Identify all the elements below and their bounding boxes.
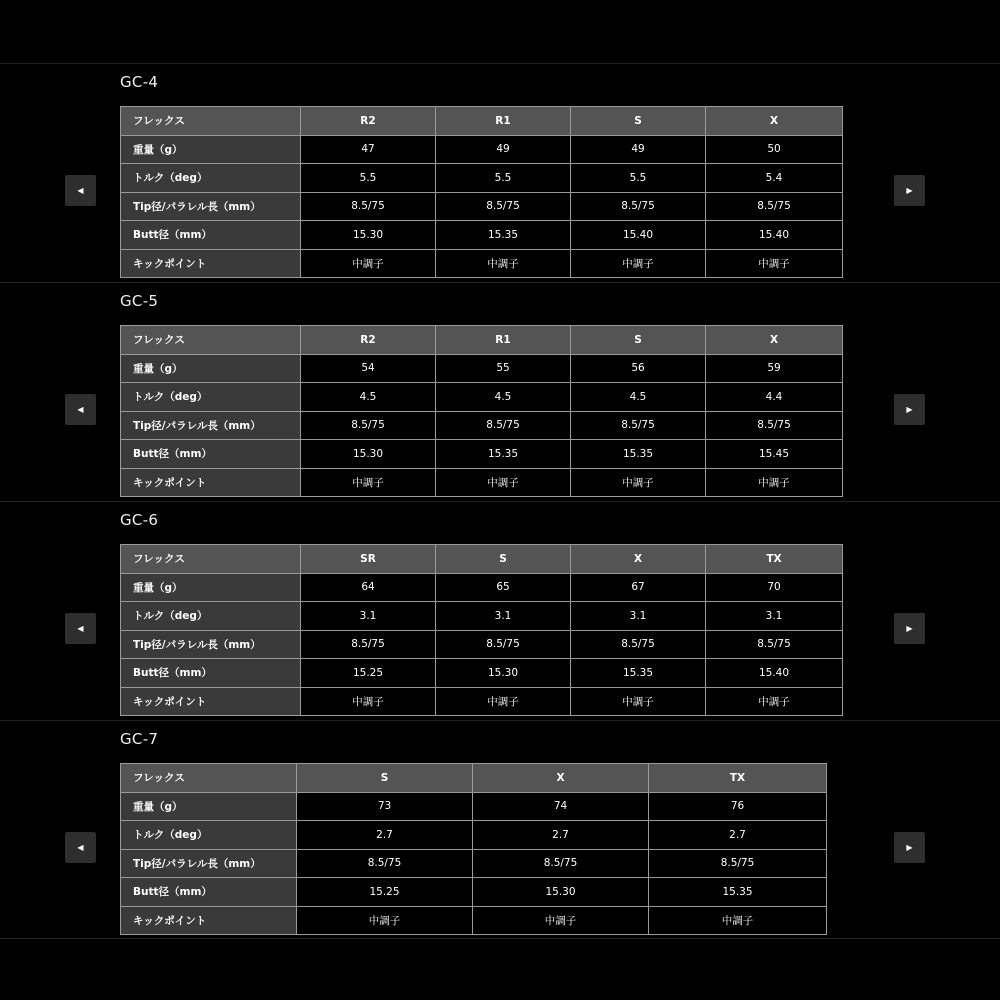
row-label: フレックス — [121, 764, 297, 793]
table-cell: 中調子 — [706, 468, 843, 497]
table-cell: 中調子 — [571, 249, 706, 278]
row-label: トルク（deg） — [121, 821, 297, 850]
table-cell: 59 — [706, 354, 843, 383]
table-cell: 15.30 — [436, 659, 571, 688]
table-cell: 中調子 — [706, 249, 843, 278]
prev-arrow-button[interactable] — [65, 175, 96, 206]
table-cell: 中調子 — [571, 687, 706, 716]
table-row — [121, 383, 843, 412]
table-cell: 8.5/75 — [571, 411, 706, 440]
table-cell: 15.25 — [301, 659, 436, 688]
table-cell: 中調子 — [436, 249, 571, 278]
table-cell: 5.4 — [706, 164, 843, 193]
row-label: フレックス — [121, 545, 301, 574]
table-cell: 8.5/75 — [706, 411, 843, 440]
table-cell: 15.40 — [706, 659, 843, 688]
table-cell: 8.5/75 — [649, 849, 827, 878]
chevron-left-icon: ◀ — [77, 405, 84, 414]
table-row — [121, 468, 843, 497]
spec-section-gc6 — [0, 501, 1000, 720]
table-row — [121, 878, 827, 907]
row-label: キックポイント — [121, 687, 301, 716]
row-label: トルク（deg） — [121, 164, 301, 193]
table-cell: 8.5/75 — [571, 192, 706, 221]
row-label: フレックス — [121, 326, 301, 355]
table-row — [121, 192, 843, 221]
chevron-left-icon: ◀ — [77, 624, 84, 633]
table-cell: 中調子 — [706, 687, 843, 716]
table-cell: 2.7 — [473, 821, 649, 850]
spec-table — [120, 544, 843, 716]
table-cell: 8.5/75 — [301, 630, 436, 659]
row-label: キックポイント — [121, 906, 297, 935]
table-cell: 67 — [571, 573, 706, 602]
table-cell: 50 — [706, 135, 843, 164]
flex-cell: TX — [649, 764, 827, 793]
next-arrow-button[interactable] — [894, 175, 925, 206]
table-header-row — [121, 326, 843, 355]
table-cell: 4.5 — [436, 383, 571, 412]
table-header-row — [121, 545, 843, 574]
table-row — [121, 602, 843, 631]
flex-cell: X — [473, 764, 649, 793]
table-cell: 8.5/75 — [706, 630, 843, 659]
section-title: GC-4 — [120, 73, 159, 91]
table-cell: 中調子 — [301, 687, 436, 716]
table-cell: 5.5 — [436, 164, 571, 193]
table-cell: 15.35 — [436, 221, 571, 250]
flex-cell: R1 — [436, 107, 571, 136]
table-header-row — [121, 107, 843, 136]
section-title: GC-7 — [120, 730, 159, 748]
table-cell: 中調子 — [649, 906, 827, 935]
table-cell: 3.1 — [301, 602, 436, 631]
row-label: Butt径（mm） — [121, 659, 301, 688]
table-cell: 49 — [436, 135, 571, 164]
table-cell: 15.30 — [301, 221, 436, 250]
next-arrow-button[interactable] — [894, 613, 925, 644]
table-cell: 中調子 — [301, 249, 436, 278]
row-label: Tip径/パラレル長（mm） — [121, 411, 301, 440]
table-row — [121, 354, 843, 383]
row-label: Tip径/パラレル長（mm） — [121, 630, 301, 659]
table-cell: 15.35 — [571, 659, 706, 688]
table-cell: 15.35 — [436, 440, 571, 469]
table-row — [121, 249, 843, 278]
row-label: 重量（g） — [121, 573, 301, 602]
table-cell: 4.5 — [571, 383, 706, 412]
row-label: 重量（g） — [121, 792, 297, 821]
flex-cell: S — [436, 545, 571, 574]
table-cell: 8.5/75 — [301, 192, 436, 221]
table-cell: 15.35 — [649, 878, 827, 907]
row-label: トルク（deg） — [121, 602, 301, 631]
table-cell: 70 — [706, 573, 843, 602]
section-title: GC-6 — [120, 511, 159, 529]
table-cell: 47 — [301, 135, 436, 164]
chevron-left-icon: ◀ — [77, 186, 84, 195]
table-cell: 8.5/75 — [297, 849, 473, 878]
table-cell: 65 — [436, 573, 571, 602]
table-header-row — [121, 764, 827, 793]
table-cell: 73 — [297, 792, 473, 821]
table-cell: 15.35 — [571, 440, 706, 469]
table-cell: 54 — [301, 354, 436, 383]
row-label: Butt径（mm） — [121, 878, 297, 907]
table-cell: 中調子 — [436, 687, 571, 716]
spec-section-gc4 — [0, 63, 1000, 282]
flex-cell: X — [571, 545, 706, 574]
table-row — [121, 440, 843, 469]
row-label: 重量（g） — [121, 135, 301, 164]
table-cell: 49 — [571, 135, 706, 164]
table-row — [121, 821, 827, 850]
flex-cell: X — [706, 326, 843, 355]
table-cell: 中調子 — [473, 906, 649, 935]
table-row — [121, 630, 843, 659]
flex-cell: R2 — [301, 326, 436, 355]
table-row — [121, 659, 843, 688]
table-cell: 8.5/75 — [473, 849, 649, 878]
table-row — [121, 849, 827, 878]
flex-cell: S — [297, 764, 473, 793]
table-cell: 15.25 — [297, 878, 473, 907]
table-row — [121, 906, 827, 935]
table-cell: 55 — [436, 354, 571, 383]
table-row — [121, 135, 843, 164]
table-cell: 15.40 — [706, 221, 843, 250]
chevron-right-icon: ▶ — [906, 624, 913, 633]
chevron-right-icon: ▶ — [906, 843, 913, 852]
table-cell: 56 — [571, 354, 706, 383]
table-cell: 中調子 — [571, 468, 706, 497]
chevron-right-icon: ▶ — [906, 186, 913, 195]
flex-cell: SR — [301, 545, 436, 574]
prev-arrow-button[interactable] — [65, 613, 96, 644]
chevron-left-icon: ◀ — [77, 843, 84, 852]
table-cell: 8.5/75 — [436, 411, 571, 440]
table-cell: 15.40 — [571, 221, 706, 250]
flex-cell: TX — [706, 545, 843, 574]
flex-cell: S — [571, 326, 706, 355]
row-label: フレックス — [121, 107, 301, 136]
table-row — [121, 687, 843, 716]
row-label: キックポイント — [121, 249, 301, 278]
spec-table — [120, 325, 843, 497]
table-cell: 15.30 — [473, 878, 649, 907]
row-label: Butt径（mm） — [121, 221, 301, 250]
flex-cell: S — [571, 107, 706, 136]
table-cell: 中調子 — [301, 468, 436, 497]
table-cell: 5.5 — [301, 164, 436, 193]
table-cell: 8.5/75 — [301, 411, 436, 440]
table-cell: 2.7 — [297, 821, 473, 850]
flex-cell: R2 — [301, 107, 436, 136]
prev-arrow-button[interactable] — [65, 394, 96, 425]
table-cell: 8.5/75 — [571, 630, 706, 659]
row-label: キックポイント — [121, 468, 301, 497]
table-cell: 15.45 — [706, 440, 843, 469]
table-cell: 8.5/75 — [436, 630, 571, 659]
table-row — [121, 164, 843, 193]
row-label: トルク（deg） — [121, 383, 301, 412]
row-label: Tip径/パラレル長（mm） — [121, 849, 297, 878]
table-cell: 4.4 — [706, 383, 843, 412]
table-cell: 中調子 — [436, 468, 571, 497]
table-cell: 15.30 — [301, 440, 436, 469]
table-cell: 2.7 — [649, 821, 827, 850]
table-cell: 3.1 — [706, 602, 843, 631]
row-label: Tip径/パラレル長（mm） — [121, 192, 301, 221]
flex-cell: R1 — [436, 326, 571, 355]
table-row — [121, 573, 843, 602]
table-cell: 3.1 — [571, 602, 706, 631]
next-arrow-button[interactable] — [894, 832, 925, 863]
spec-table — [120, 763, 827, 935]
table-row — [121, 792, 827, 821]
table-cell: 中調子 — [297, 906, 473, 935]
row-label: Butt径（mm） — [121, 440, 301, 469]
table-row — [121, 411, 843, 440]
table-cell: 4.5 — [301, 383, 436, 412]
flex-cell: X — [706, 107, 843, 136]
section-title: GC-5 — [120, 292, 159, 310]
table-cell: 5.5 — [571, 164, 706, 193]
table-cell: 8.5/75 — [706, 192, 843, 221]
spec-table — [120, 106, 843, 278]
table-cell: 64 — [301, 573, 436, 602]
spec-section-gc7 — [0, 720, 1000, 939]
chevron-right-icon: ▶ — [906, 405, 913, 414]
prev-arrow-button[interactable] — [65, 832, 96, 863]
spec-section-gc5 — [0, 282, 1000, 501]
table-row — [121, 221, 843, 250]
row-label: 重量（g） — [121, 354, 301, 383]
next-arrow-button[interactable] — [894, 394, 925, 425]
table-cell: 8.5/75 — [436, 192, 571, 221]
table-cell: 74 — [473, 792, 649, 821]
table-cell: 3.1 — [436, 602, 571, 631]
table-cell: 76 — [649, 792, 827, 821]
